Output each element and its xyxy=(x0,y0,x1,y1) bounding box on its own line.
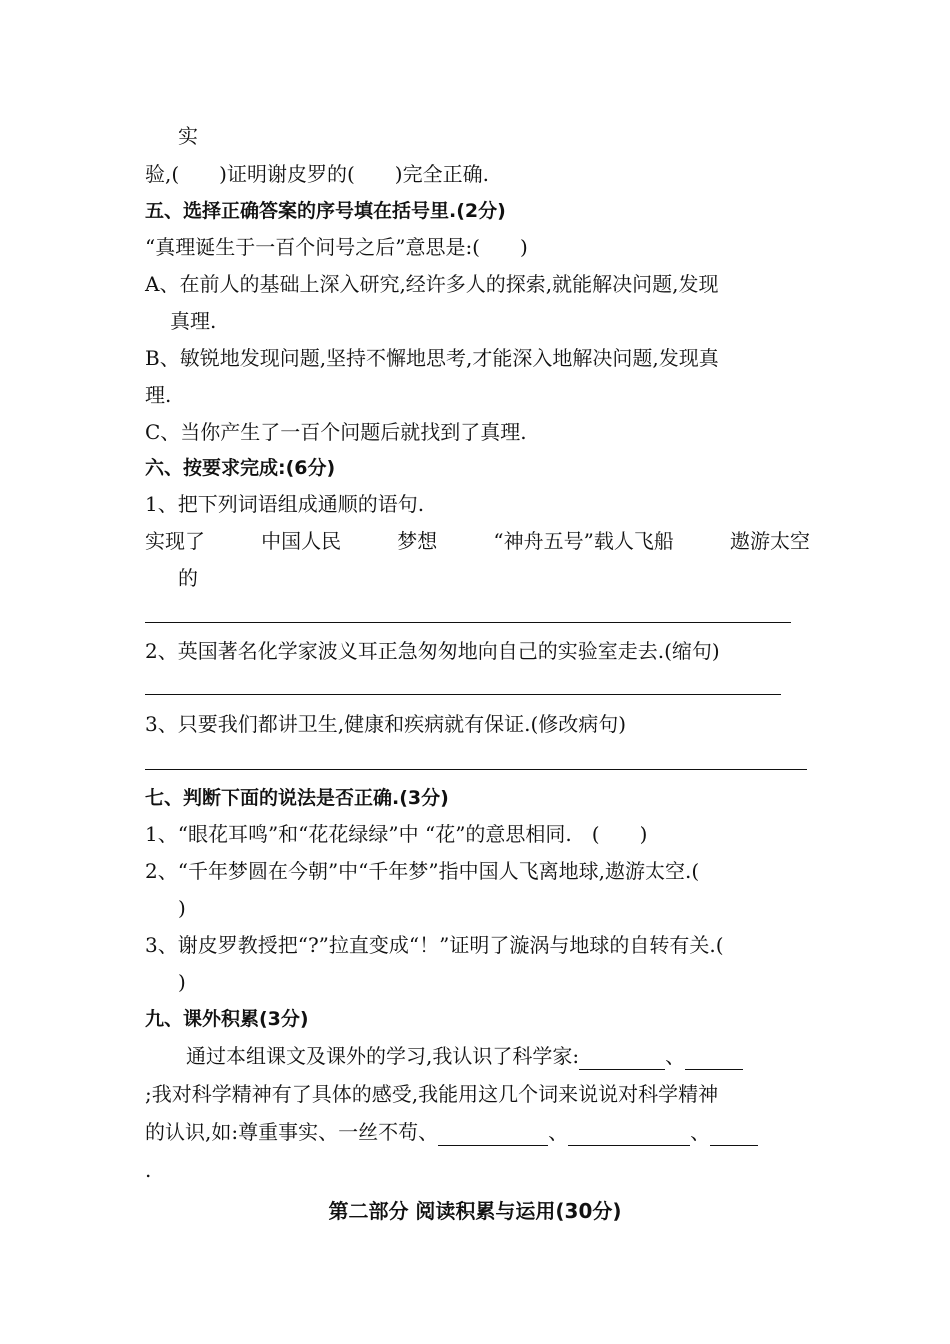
option-b-line2: 理. xyxy=(145,383,172,407)
section-9-paragraph-line2: ;我对科学精神有了具体的感受,我能用这几个词来说说对科学精神 xyxy=(145,1082,719,1106)
spirit-blank-2[interactable] xyxy=(568,1123,690,1146)
word-list xyxy=(145,527,810,555)
part-2-title: 第二部分 阅读积累与运用(30分) xyxy=(328,1199,622,1223)
separator: 、 xyxy=(665,1044,686,1068)
word-5: 遨游太空 xyxy=(729,529,810,553)
section-7-question-2: 2、“千年梦圆在今朝”中“千年梦”指中国人飞离地球,遨游太空.( xyxy=(145,859,700,883)
paragraph-text-3: 的认识,如:尊重事实、一丝不苟、 xyxy=(145,1120,439,1144)
section-6-question-1: 1、把下列词语组成通顺的语句. xyxy=(145,492,425,516)
section-9-paragraph-line3 xyxy=(145,1118,810,1146)
separator-1: 、 xyxy=(548,1120,569,1144)
section-7-question-1: 1、“眼花耳鸣”和“花花绿绿”中 “花”的意思相同. ( ) xyxy=(145,822,648,846)
word-3: 梦想 xyxy=(397,529,438,553)
section-6-question-3: 3、只要我们都讲卫生,健康和疾病就有保证.(修改病句) xyxy=(145,712,627,736)
section-9-period: . xyxy=(145,1158,152,1182)
section-6-question-2: 2、英国著名化学家波义耳正急匆匆地向自己的实验室走去.(缩句) xyxy=(145,639,720,663)
paragraph-text-1: 通过本组课文及课外的学习,我认识了科学家: xyxy=(186,1044,580,1068)
word-1: 实现了 xyxy=(145,529,205,553)
separator-2: 、 xyxy=(690,1120,711,1144)
scientist-blank-2[interactable] xyxy=(685,1047,743,1070)
option-a-line2: 真理. xyxy=(170,309,217,333)
section-9-paragraph-line1 xyxy=(186,1042,810,1070)
section-5-heading: 五、选择正确答案的序号填在括号里.(2分) xyxy=(145,200,506,222)
word-2: 中国人民 xyxy=(261,529,342,553)
answer-line-3[interactable] xyxy=(145,769,807,770)
answer-line-1[interactable] xyxy=(145,622,791,623)
text-line-experiment: 验,( )证明谢皮罗的( )完全正确. xyxy=(145,162,489,186)
section-6-heading: 六、按要求完成:(6分) xyxy=(145,457,336,479)
text-line-shi: 实 xyxy=(178,124,198,148)
option-b-line1: B、敏锐地发现问题,坚持不懈地思考,才能深入地解决问题,发现真 xyxy=(145,346,719,370)
section-7-question-2-paren: ) xyxy=(178,896,186,920)
spirit-blank-1[interactable] xyxy=(438,1123,548,1146)
word-4: “神舟五号”载人飞船 xyxy=(493,529,674,553)
section-7-question-3: 3、谢皮罗教授把“?”拉直变成“！”证明了漩涡与地球的自转有关.( xyxy=(145,933,724,957)
scientist-blank-1[interactable] xyxy=(579,1047,665,1070)
answer-line-2[interactable] xyxy=(145,694,781,695)
word-6: 的 xyxy=(178,566,198,590)
option-a-line1: A、在前人的基础上深入研究,经许多人的探索,就能解决问题,发现 xyxy=(145,272,719,296)
spirit-blank-3[interactable] xyxy=(710,1123,758,1146)
option-c: C、当你产生了一百个问题后就找到了真理. xyxy=(145,420,527,444)
section-5-question: “真理诞生于一百个问号之后”意思是:( ) xyxy=(145,235,528,259)
section-7-question-3-paren: ) xyxy=(178,970,186,994)
section-9-heading: 九、课外积累(3分) xyxy=(145,1008,309,1030)
section-7-heading: 七、判断下面的说法是否正确.(3分) xyxy=(145,787,449,809)
